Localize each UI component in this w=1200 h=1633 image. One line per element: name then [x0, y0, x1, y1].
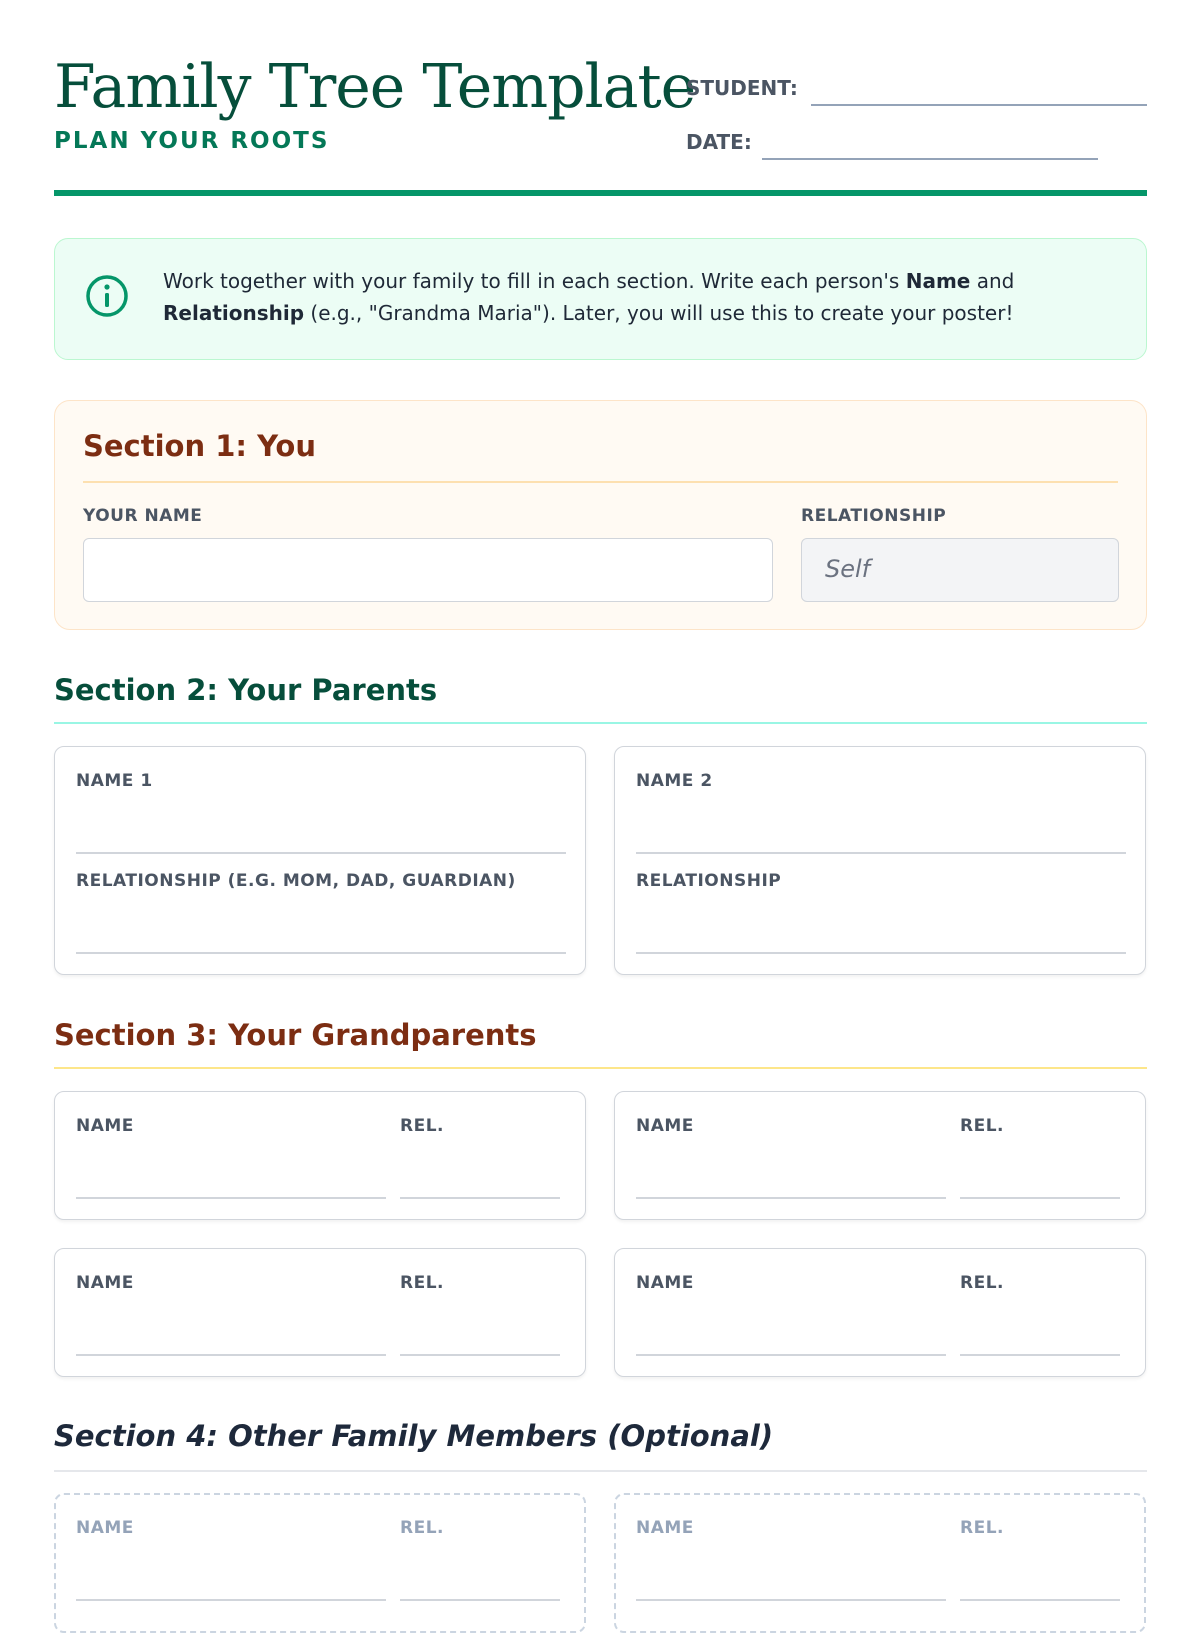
- section-2-title: Section 2: Your Parents: [54, 673, 438, 707]
- grandparent-2-rel-field[interactable]: [960, 1197, 1120, 1199]
- parent-1-relationship-label: RELATIONSHIP (E.G. MOM, DAD, GUARDIAN): [76, 871, 516, 891]
- parent-2-name-field[interactable]: [636, 852, 1126, 854]
- section-3-title: Section 3: Your Grandparents: [54, 1018, 537, 1052]
- section-1-divider: [83, 481, 1118, 483]
- section-3-divider: [54, 1067, 1147, 1069]
- grandparent-1-rel-label: REL.: [400, 1116, 444, 1136]
- other-1-name-field[interactable]: [76, 1599, 386, 1601]
- other-2-name-label: NAME: [636, 1518, 694, 1538]
- other-member-card-2: [614, 1493, 1146, 1633]
- grandparent-3-name-field[interactable]: [76, 1354, 386, 1356]
- other-2-rel-label: REL.: [960, 1518, 1004, 1538]
- grandparent-1-name-label: NAME: [76, 1116, 134, 1136]
- instructions-box: [54, 238, 1147, 360]
- your-name-label: YOUR NAME: [83, 506, 203, 526]
- grandparent-3-rel-field[interactable]: [400, 1354, 560, 1356]
- bold-name: Name: [905, 269, 971, 293]
- parent-2-name-label: NAME 2: [636, 771, 713, 791]
- section-4-title: Section 4: Other Family Members (Optional): [54, 1419, 774, 1453]
- relationship-label: RELATIONSHIP: [801, 506, 947, 526]
- grandparent-3-rel-label: REL.: [400, 1273, 444, 1293]
- your-name-input[interactable]: [83, 538, 773, 602]
- grandparent-4-name-label: NAME: [636, 1273, 694, 1293]
- section-1-title: Section 1: You: [83, 429, 316, 463]
- parent-1-name-label: NAME 1: [76, 771, 153, 791]
- worksheet-header: [54, 0, 1147, 198]
- other-2-name-field[interactable]: [636, 1599, 946, 1601]
- section-4-divider: [54, 1470, 1147, 1472]
- grandparent-card-1: [54, 1091, 586, 1220]
- other-member-card-1: [54, 1493, 586, 1633]
- grandparent-card-3: [54, 1248, 586, 1377]
- grandparent-card-4: [614, 1248, 1146, 1377]
- grandparent-4-rel-field[interactable]: [960, 1354, 1120, 1356]
- date-label: DATE:: [686, 130, 752, 154]
- grandparent-3-name-label: NAME: [76, 1273, 134, 1293]
- grandparent-2-name-field[interactable]: [636, 1197, 946, 1199]
- relationship-value: Self: [825, 555, 871, 583]
- other-1-rel-field[interactable]: [400, 1599, 560, 1601]
- date-field[interactable]: [762, 158, 1098, 160]
- parent-2-relationship-field[interactable]: [636, 952, 1126, 954]
- parent-1-relationship-field[interactable]: [76, 952, 566, 954]
- grandparent-1-rel-field[interactable]: [400, 1197, 560, 1199]
- other-1-name-label: NAME: [76, 1518, 134, 1538]
- page-subtitle: PLAN YOUR ROOTS: [54, 128, 330, 154]
- header-divider: [54, 190, 1147, 196]
- relationship-input: [801, 538, 1119, 602]
- parent-card-1: [54, 746, 586, 975]
- parent-2-relationship-label: RELATIONSHIP: [636, 871, 782, 891]
- grandparent-4-name-field[interactable]: [636, 1354, 946, 1356]
- grandparent-4-rel-label: REL.: [960, 1273, 1004, 1293]
- other-1-rel-label: REL.: [400, 1518, 444, 1538]
- page-title: Family Tree Template: [54, 52, 696, 122]
- grandparent-2-rel-label: REL.: [960, 1116, 1004, 1136]
- grandparent-card-2: [614, 1091, 1146, 1220]
- parent-1-name-field[interactable]: [76, 852, 566, 854]
- student-field[interactable]: [811, 104, 1147, 106]
- parent-card-2: [614, 746, 1146, 975]
- section-you: [54, 400, 1147, 630]
- instructions-text: Work together with your family to fill in each section. Write each person's Name and Relationship (e.g., "Grandma Maria"). Later, you will use this to create your poster!: [163, 269, 1015, 325]
- student-label: STUDENT:: [686, 76, 798, 100]
- other-2-rel-field[interactable]: [960, 1599, 1120, 1601]
- worksheet-page: [54, 0, 1147, 1538]
- grandparent-1-name-field[interactable]: [76, 1197, 386, 1199]
- bold-relationship: Relationship: [163, 301, 305, 325]
- grandparent-2-name-label: NAME: [636, 1116, 694, 1136]
- info-circle-icon: [85, 274, 129, 318]
- section-2-divider: [54, 722, 1147, 724]
